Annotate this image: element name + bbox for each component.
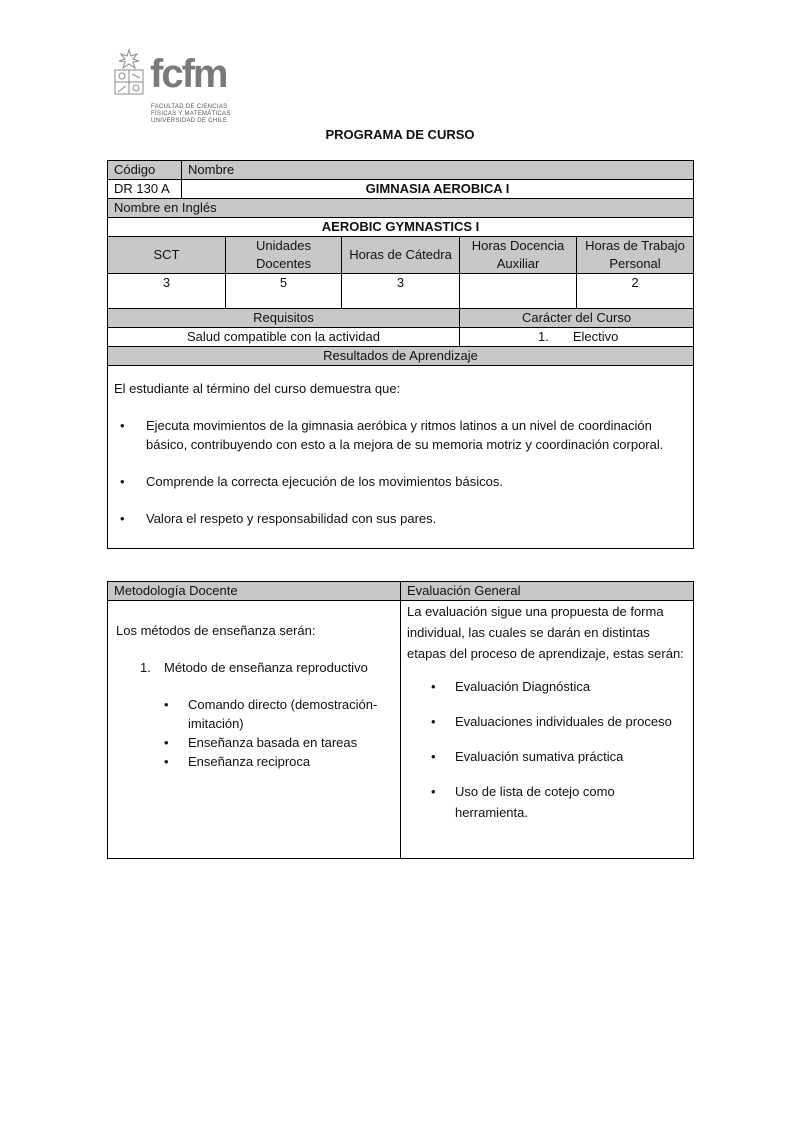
methodology-evaluation-table — [107, 581, 694, 859]
evaluation-label: Evaluación General — [401, 582, 694, 601]
bullet-icon: • — [164, 735, 169, 750]
list-item — [407, 676, 685, 697]
outcomes-label: Resultados de Aprendizaje — [108, 347, 694, 366]
evaluation-item-text: Uso de lista de cotejo como herramienta. — [455, 784, 615, 820]
methodology-method — [116, 658, 392, 677]
bullet-icon: • — [164, 697, 169, 712]
requirements-value: Salud compatible con la actividad — [108, 328, 460, 347]
course-character-value — [460, 328, 694, 347]
list-item — [114, 472, 687, 491]
method-item-text: Enseñanza basada en tareas — [188, 735, 358, 750]
fcfm-wordmark: fcfm — [150, 52, 227, 96]
evaluation-intro: La evaluación sigue una propuesta de forma individual, las cuales se darán en distintas etapas del proceso de aprendizaje, estas serán: — [407, 604, 684, 661]
english-name-label: Nombre en Inglés — [108, 199, 694, 218]
hours-value-auxiliary — [460, 274, 577, 309]
list-item — [116, 733, 392, 752]
bullet-icon: • — [431, 679, 436, 694]
course-character-text: Electivo — [572, 329, 619, 344]
course-code: DR 130 A — [108, 180, 182, 199]
method-item-text: Comando directo (demostración-imitación) — [188, 697, 378, 731]
list-item — [407, 711, 685, 732]
course-name: GIMNASIA AEROBICA I — [182, 180, 694, 199]
methodology-label: Metodología Docente — [108, 582, 401, 601]
hours-header-lecture: Horas de Cátedra — [342, 237, 460, 274]
list-item — [116, 752, 392, 771]
bullet-icon: • — [164, 754, 169, 769]
bullet-icon: • — [431, 784, 436, 799]
method-item-text: Enseñanza reciproca — [188, 754, 311, 769]
course-character-number: 1. — [538, 329, 549, 344]
requirements-label: Requisitos — [108, 309, 460, 328]
english-name: AEROBIC GYMNASTICS I — [108, 218, 694, 237]
bullet-icon: • — [120, 474, 125, 489]
hours-value-lecture: 3 — [342, 274, 460, 309]
bullet-icon: • — [431, 749, 436, 764]
logo-subtitle-line: UNIVERSIDAD DE CHILE — [151, 118, 228, 124]
hours-header-sct: SCT — [108, 237, 226, 274]
hours-header-auxiliary: Horas Docencia Auxiliar — [460, 237, 577, 274]
list-item — [116, 695, 392, 733]
outcomes-list — [114, 416, 687, 528]
list-item — [407, 781, 685, 823]
evaluation-item-text: Evaluación sumativa práctica — [455, 749, 624, 764]
course-character-label: Carácter del Curso — [460, 309, 694, 328]
fcfm-logo — [112, 48, 242, 128]
logo-subtitle-line: FACULTAD DE CIENCIAS — [151, 104, 228, 110]
course-info-table — [107, 160, 694, 549]
evaluation-item-text: Evaluación Diagnóstica — [455, 679, 591, 694]
outcomes-intro: El estudiante al término del curso demuestra que: — [114, 381, 401, 396]
method-number: 1. — [140, 660, 151, 675]
method-text: Método de enseñanza reproductivo — [164, 660, 368, 675]
bullet-icon: • — [120, 511, 125, 526]
logo-subtitle-line: FÍSICAS Y MATEMÁTICAS — [151, 111, 231, 117]
evaluation-item-text: Evaluaciones individuales de proceso — [455, 714, 672, 729]
methodology-content — [108, 601, 401, 859]
list-item — [114, 509, 687, 528]
logo-subtitle — [151, 104, 231, 125]
bullet-icon: • — [120, 418, 125, 433]
name-label: Nombre — [182, 161, 694, 180]
methodology-list — [116, 695, 392, 771]
methodology-intro: Los métodos de enseñanza serán: — [116, 623, 316, 638]
outcome-text: Comprende la correcta ejecución de los movimientos básicos. — [146, 474, 503, 489]
hours-value-personal: 2 — [577, 274, 694, 309]
evaluation-list — [407, 676, 685, 823]
list-item — [407, 746, 685, 767]
hours-value-units: 5 — [226, 274, 342, 309]
page-title: PROGRAMA DE CURSO — [325, 127, 475, 142]
outcomes-content — [108, 366, 694, 549]
list-item — [114, 416, 687, 454]
code-label: Código — [108, 161, 182, 180]
outcome-text: Ejecuta movimientos de la gimnasia aeróbica y ritmos latinos a un nivel de coordinación básico, contribuyendo con esto a la mejora de su memoria motriz y coordinación corporal. — [146, 418, 664, 452]
bullet-icon: • — [431, 714, 436, 729]
hours-header-units: Unidades Docentes — [226, 237, 342, 274]
hours-value-sct: 3 — [108, 274, 226, 309]
university-seal-icon — [112, 48, 146, 98]
hours-header-personal: Horas de Trabajo Personal — [577, 237, 694, 274]
outcome-text: Valora el respeto y responsabilidad con sus pares. — [146, 511, 437, 526]
evaluation-content — [401, 601, 694, 859]
